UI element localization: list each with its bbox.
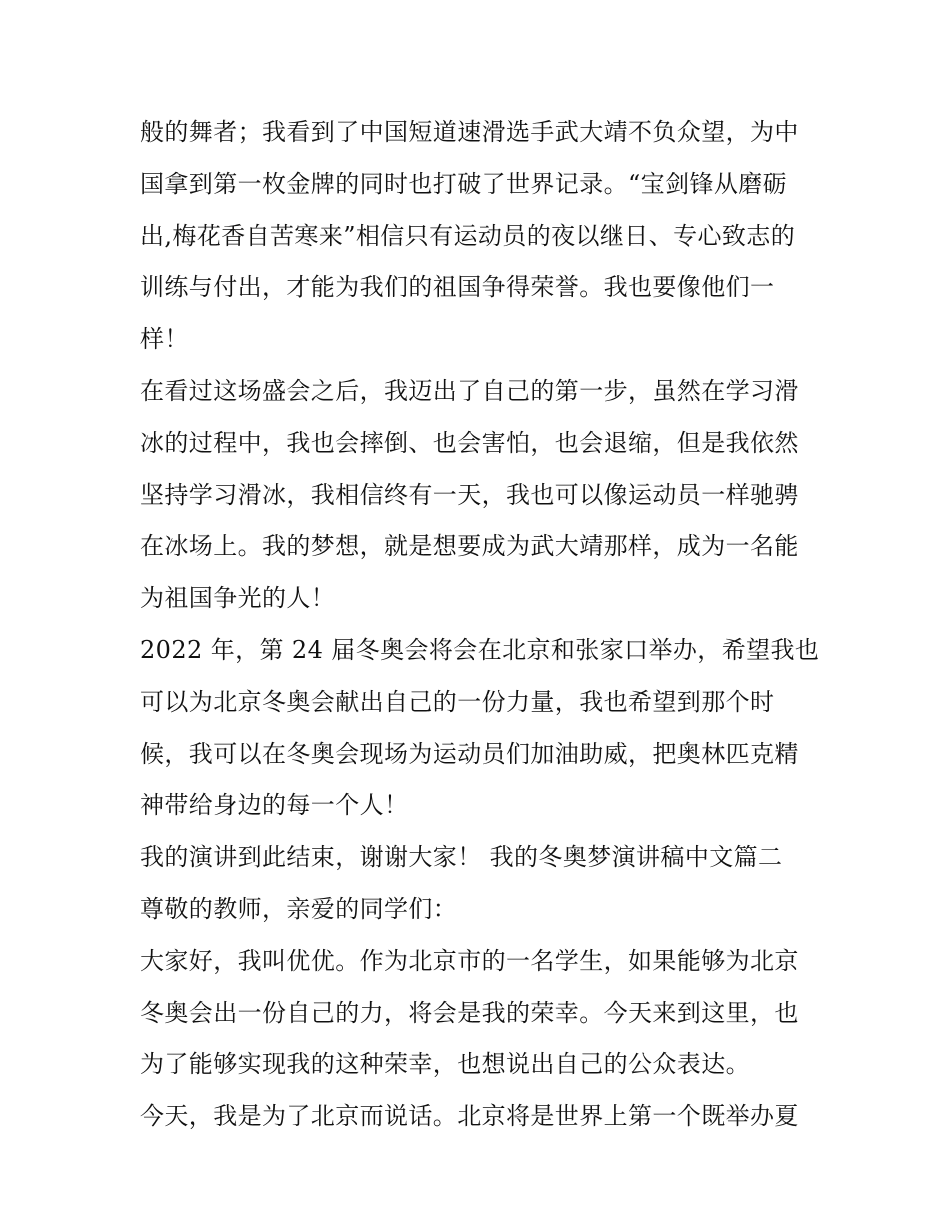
- text-line: 在看过这场盛会之后，我迈出了自己的第一步，虽然在学习滑: [140, 376, 799, 405]
- text-line: 般的舞者；我看到了中国短道速滑选手武大靖不负众望，为中: [140, 118, 799, 146]
- text-line: 今天，我是为了北京而说话。北京将是世界上第一个既举办夏: [140, 1102, 799, 1131]
- text-line: 在冰场上。我的梦想，就是想要成为武大靖那样，成为一名能: [140, 532, 799, 561]
- text-line: 为了能够实现我的这种荣幸，也想说出自己的公众表达。: [140, 1050, 750, 1079]
- text-line: 2022 年，第 24 届冬奥会将会在北京和张家口举办，希望我也: [140, 635, 820, 664]
- text-line: 大家好，我叫优优。作为北京市的一名学生，如果能够为北京: [140, 946, 799, 975]
- text-line: 训练与付出，才能为我们的祖国争得荣誉。我也要像他们一: [140, 273, 775, 302]
- text-line: 为祖国争光的人！: [140, 584, 336, 613]
- text-line: 可以为北京冬奥会献出自己的一份力量，我也希望到那个时: [140, 687, 775, 716]
- text-line: 我的演讲到此结束，谢谢大家！ 我的冬奥梦演讲稿中文篇二: [140, 843, 783, 872]
- text-line: 冰的过程中，我也会摔倒、也会害怕，也会退缩，但是我依然: [140, 428, 799, 457]
- text-line: 候，我可以在冬奥会现场为运动员们加油助威，把奥林匹克精: [140, 739, 799, 768]
- text-line: 神带给身边的每一个人！: [140, 791, 409, 820]
- text-line: 尊敬的教师，亲爱的同学们：: [140, 894, 458, 923]
- document-body: [140, 107, 820, 1143]
- text-line: 国拿到第一枚金牌的同时也打破了世界记录。“宝剑锋从磨砺: [140, 169, 788, 198]
- text-line: 出,梅花香自苦寒来”相信只有运动员的夜以继日、专心致志的: [140, 221, 796, 250]
- text-line: 坚持学习滑冰，我相信终有一天，我也可以像运动员一样驰骋: [140, 480, 799, 509]
- text-line: 样！: [140, 325, 189, 354]
- text-line: 冬奥会出一份自己的力，将会是我的荣幸。今天来到这里，也: [140, 998, 799, 1027]
